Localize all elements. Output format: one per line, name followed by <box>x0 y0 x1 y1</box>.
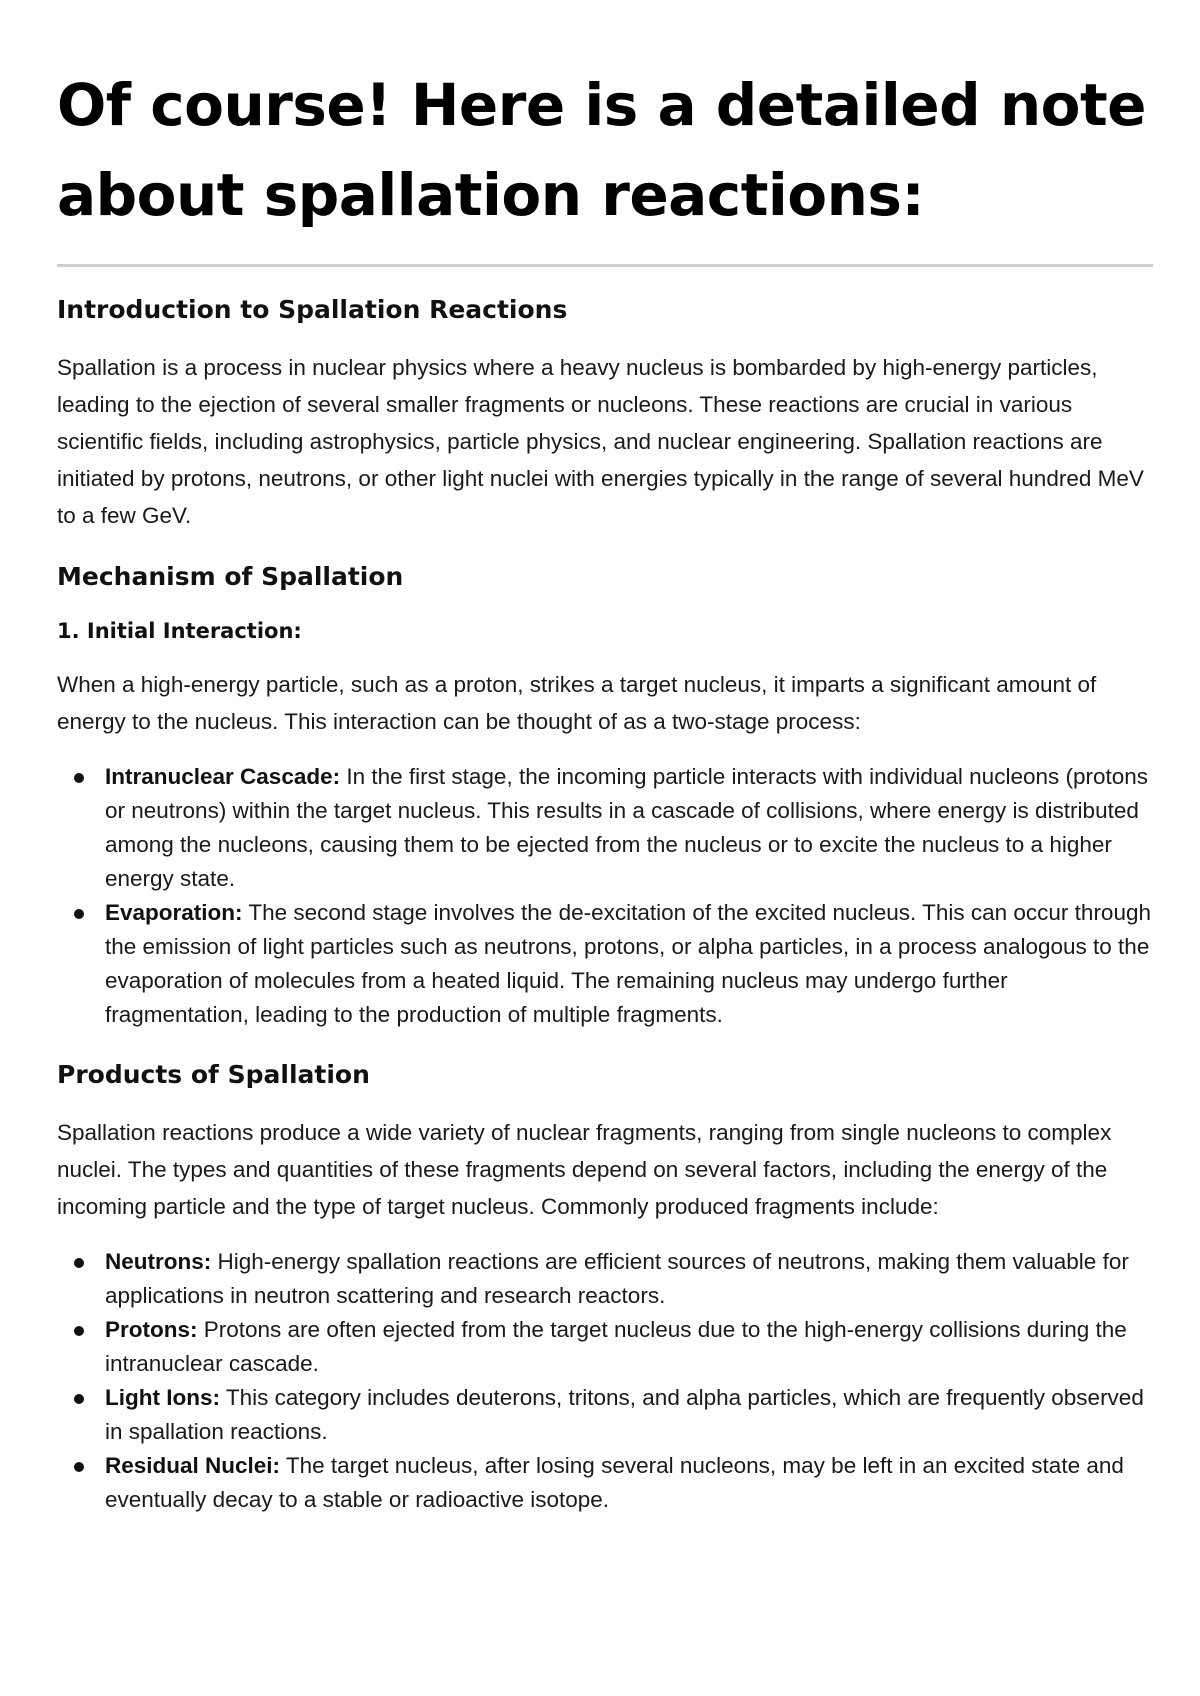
products-list <box>57 1245 1153 1517</box>
list-item-text: The target nucleus, after losing several nucleons, may be left in an excited state and eventually decay to a stable or radioactive isotope. <box>105 1453 1124 1512</box>
mechanism-list <box>57 760 1153 1032</box>
list-item-term: Light Ions: <box>105 1385 220 1410</box>
mechanism-paragraph: When a high-energy particle, such as a proton, strikes a target nucleus, it imparts a significant amount of energy to the nucleus. This interaction can be thought of as a two-stage process: <box>57 672 1097 734</box>
list-item <box>105 760 1153 896</box>
list-item <box>105 1381 1153 1449</box>
list-item-text: This category includes deuterons, tritons, and alpha particles, which are frequently observed in spallation reactions. <box>105 1385 1144 1444</box>
list-item-text: The second stage involves the de-excitation of the excited nucleus. This can occur through the emission of light particles such as neutrons, protons, or alpha particles, in a process analogous to the evaporation of molecules from a heated liquid. The remaining nucleus may undergo further fragmentation, leading to the production of multiple fragments. <box>105 900 1151 1027</box>
initial-interaction-subheading: 1. Initial Interaction: <box>57 619 302 643</box>
intro-paragraph: Spallation is a process in nuclear physics where a heavy nucleus is bombarded by high-energy particles, leading to the ejection of several smaller fragments or nucleons. These reactions are crucial in various scientific fields, including astrophysics, particle physics, and nuclear engineering. Spallation reactions are initiated by protons, neutrons, or other light nuclei with energies typically in the range of several hundred MeV to a few GeV. <box>57 355 1144 528</box>
list-item <box>105 896 1153 1032</box>
intro-heading: Introduction to Spallation Reactions <box>57 295 568 324</box>
document-page <box>57 60 1153 1517</box>
list-item <box>105 1313 1153 1381</box>
list-item-term: Protons: <box>105 1317 198 1342</box>
products-heading: Products of Spallation <box>57 1060 370 1089</box>
mechanism-heading: Mechanism of Spallation <box>57 562 404 591</box>
list-item-term: Intranuclear Cascade: <box>105 764 341 789</box>
list-item-text: High-energy spallation reactions are efficient sources of neutrons, making them valuable for applications in neutron scattering and research reactors. <box>105 1249 1129 1308</box>
title-divider <box>57 264 1153 267</box>
list-item-text: Protons are often ejected from the target nucleus due to the high-energy collisions during the intranuclear cascade. <box>105 1317 1127 1376</box>
page-title: Of course! Here is a detailed note about spallation reactions: <box>57 71 1147 229</box>
list-item-term: Residual Nuclei: <box>105 1453 281 1478</box>
list-item-term: Evaporation: <box>105 900 243 925</box>
list-item-term: Neutrons: <box>105 1249 212 1274</box>
list-item-text: In the first stage, the incoming particle interacts with individual nucleons (protons or neutrons) within the target nucleus. This results in a cascade of collisions, where energy is distributed among the nucleons, causing them to be ejected from the nucleus or to excite the nucleus to a higher energy state. <box>105 764 1149 891</box>
products-paragraph: Spallation reactions produce a wide variety of nuclear fragments, ranging from single nucleons to complex nuclei. The types and quantities of these fragments depend on several factors, including the energy of the incoming particle and the type of target nucleus. Commonly produced fragments include: <box>57 1120 1112 1219</box>
list-item <box>105 1245 1153 1313</box>
list-item <box>105 1449 1153 1517</box>
